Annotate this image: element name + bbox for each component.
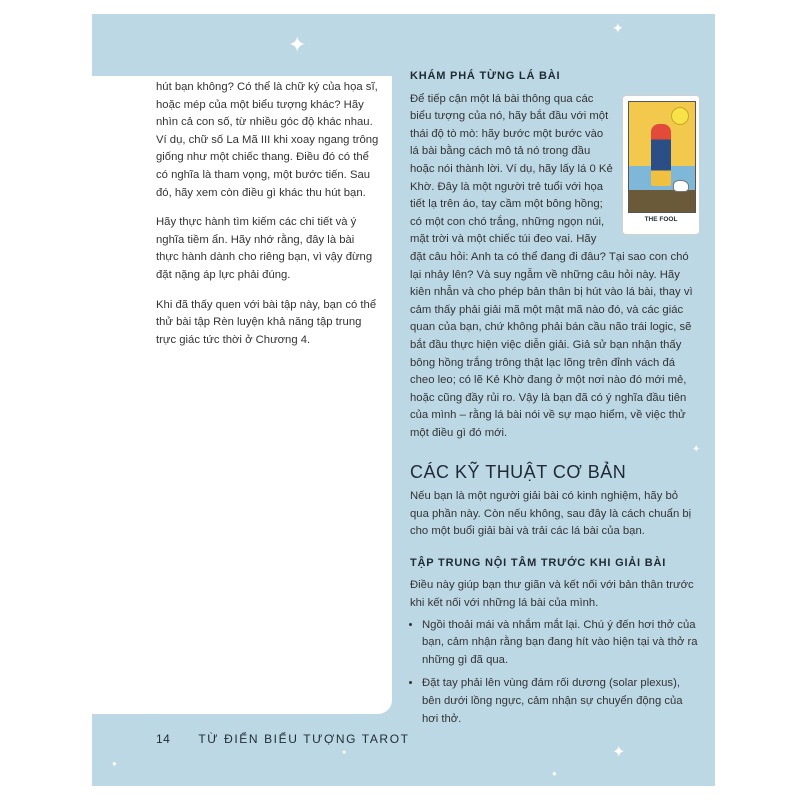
fool-tarot-card (622, 95, 700, 235)
sparkle-icon: ● (342, 749, 347, 756)
page-number: 14 (156, 732, 171, 746)
left-paragraph: Hãy thực hành tìm kiếm các chi tiết và ý nghĩa tiềm ẩn. Hãy nhớ rằng, đây là bài thực hành dành cho riêng bạn, vì vậy đừng đặt nặng áp lực phải đúng. (156, 216, 373, 281)
page-footer (156, 732, 410, 746)
card-artwork (628, 101, 696, 213)
sparkle-icon: ✦ (612, 744, 626, 761)
left-paragraph: Khi đã thấy quen với bài tập này, bạn có thể thử bài tập Rèn luyện khả năng tập trung trực giác tức thời ở Chương 4. (156, 298, 377, 346)
section-text-basics: Nếu bạn là một người giải bài có kinh nghiệm, hãy bỏ qua phần này. Còn nếu không, sau đây là cách chuẩn bị cho một buổi giải bài và trải các lá bài của bạn. (410, 490, 692, 538)
sparkle-icon: ✦ (612, 20, 624, 36)
left-column-text (156, 79, 380, 361)
card-caption: THE FOOL (644, 216, 678, 223)
dog-icon (673, 180, 689, 192)
sparkle-icon: ● (112, 759, 117, 768)
section-heading-basics: CÁC KỸ THUẬT CƠ BẢN (410, 462, 627, 483)
section-text-focus: Điều này giúp bạn thư giãn và kết nối với bản thân trước khi kết nối với những lá bài của mình. (410, 579, 694, 610)
bullet-list (410, 617, 700, 729)
section-heading-explore: KHÁM PHÁ TỪNG LÁ BÀI (410, 70, 561, 82)
sparkle-icon: ✦ (288, 32, 307, 57)
list-item: • Ngồi thoải mái và nhắm mắt lại. Chú ý đến hơi thở của bạn, cảm nhận rằng bạn đang hít vào hiện tại và thở ra những gì đã qua. (422, 617, 700, 670)
left-paragraph: hút bạn không? Có thể là chữ ký của họa sĩ, hoặc mép của một biểu tượng khác? Hãy nhìn cả con số, từ nhiều góc độ khác nhau. Ví dụ, chữ số La Mã III khi xoay ngang trông giống như một chiếc thang. Điều đó có thể có nghĩa là tham vọng, một bước tiến. Sau đó, hãy xem còn điều gì khác thu hút bạn. (156, 81, 379, 199)
list-item: • Đặt tay phải lên vùng đám rối dương (solar plexus), bên dưới lồng ngực, cảm nhận sự chuyển động của hơi thở. (422, 675, 700, 728)
right-column (410, 68, 700, 734)
sparkle-icon: ✦ (692, 444, 701, 455)
section-text-explore: Để tiếp cận một lá bài thông qua các biểu tượng của nó, hãy bắt đầu với một thái độ tò mò: hãy bước một bước vào lá bài bằng cách mô tả nó trong đầu hoặc nói thành lời. Ví dụ, hãy lấy lá 0 Kẻ Khờ. Đây là một người trẻ tuổi với họa tiết lạ trên áo, tay cầm một bông hồng; có một con chó trắng, những ngọn núi, mặt trời và một chiếc túi đeo vai. Hãy đặt câu hỏi: Anh ta có thể đang đi đâu? Tại sao con chó lại nhảy lên? Và suy ngẫm về những câu hỏi này. Hãy kiên nhẫn và cho phép bản thân bị hút vào lá bài, thay vì cảm thấy phải giải mã một mật mã nào đó, và các giác quan của bạn, chứ không phải bán cầu não trái logic, sẽ bắt đầu thực hiện việc diễn giải. Giả sử bạn nhận thấy bông hồng trắng trông thật lạc lõng trên đỉnh vách đá cheo leo; có lẽ Kẻ Khờ đang ở một nơi nào đó mới mẻ, hoặc cũng đầy rủi ro. Vậy là bạn đã có ý nghĩa đầu tiên của mình – rằng lá bài nói về sự mạo hiểm, về việc thử một điều gì đó mới. (410, 92, 693, 439)
fool-figure-icon (651, 124, 671, 186)
book-page (92, 14, 715, 786)
book-title: TỪ ĐIỂN BIỂU TƯỢNG TAROT (198, 732, 410, 746)
section-heading-focus: TẬP TRUNG NỘI TÂM TRƯỚC KHI GIẢI BÀI (410, 556, 667, 569)
sparkle-icon: ● (552, 769, 557, 778)
sun-icon (671, 107, 689, 125)
